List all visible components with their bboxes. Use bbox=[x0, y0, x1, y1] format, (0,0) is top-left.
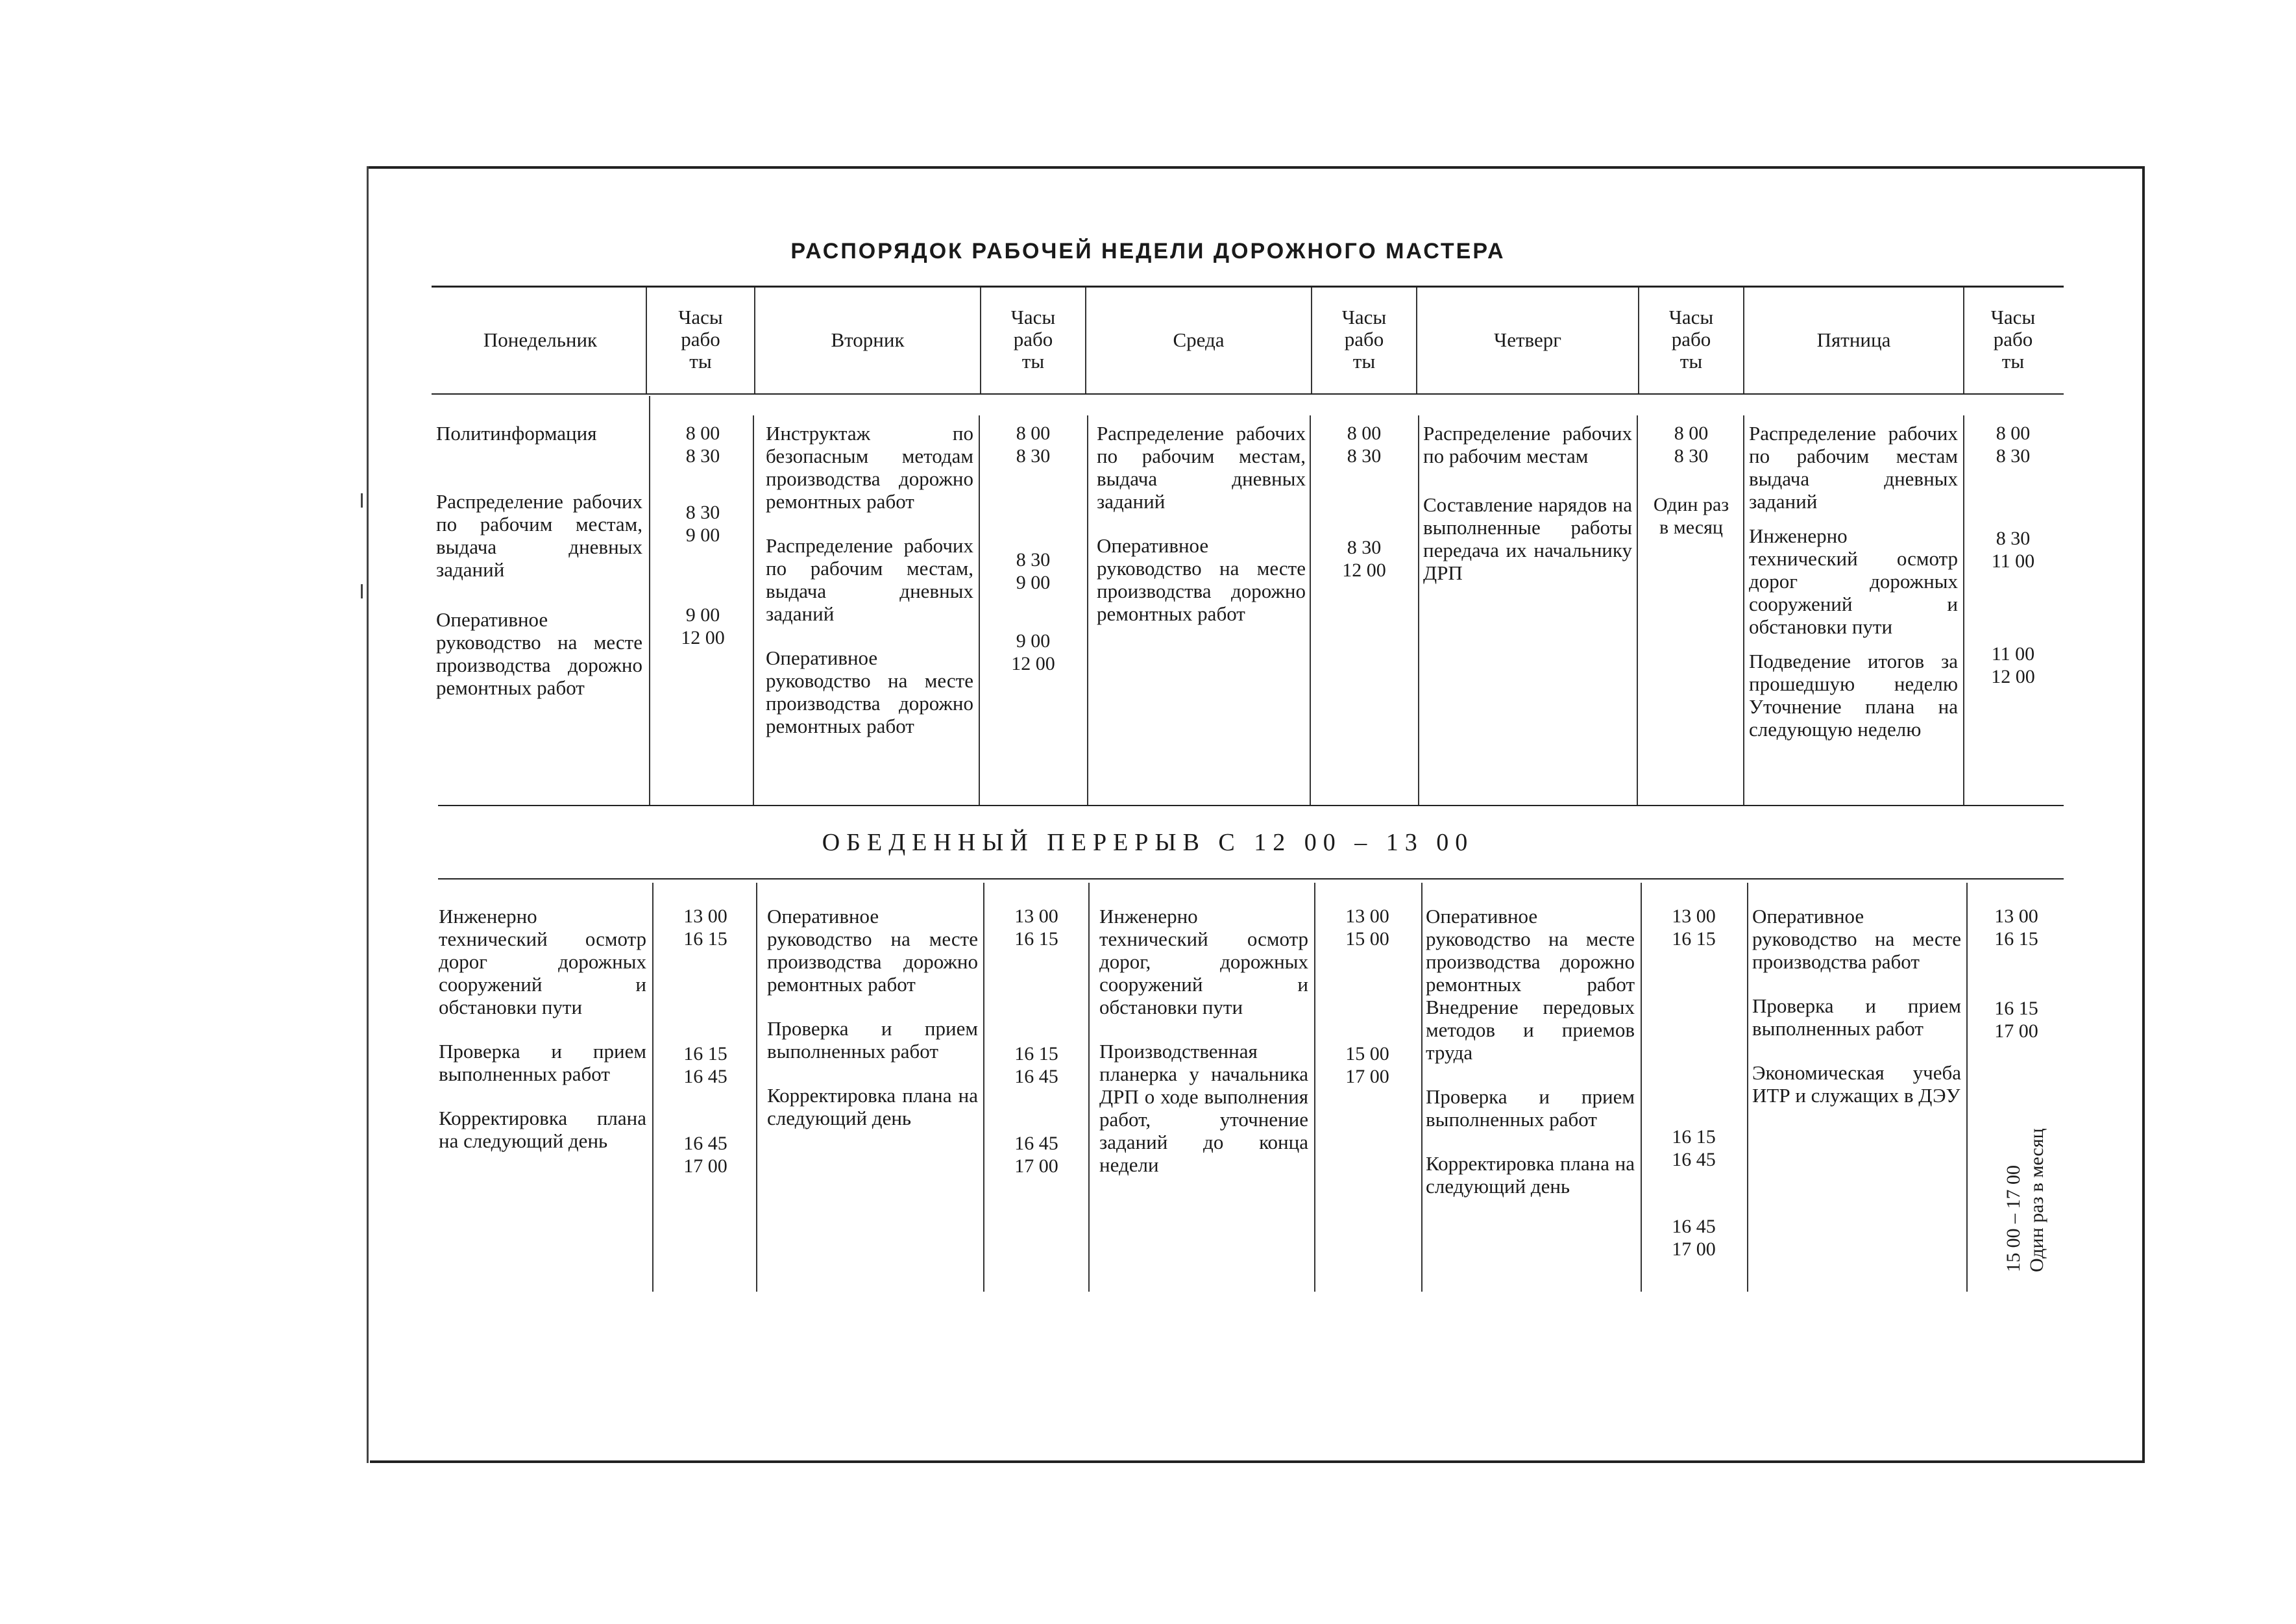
column-divider bbox=[979, 415, 980, 805]
task: Распределение рабочих по рабочим местам, выдача дневных заданий bbox=[1097, 422, 1306, 513]
time-cell: 8 00 8 30 8 30 9 00 9 00 12 00 bbox=[1011, 423, 1055, 674]
task: Политинформация bbox=[436, 422, 597, 445]
task-cell bbox=[1749, 422, 1958, 762]
header-hours: Часы рабо ты bbox=[1668, 306, 1714, 373]
task: Распределение рабочих по рабочим местам, выдача дневных заданий bbox=[436, 490, 642, 581]
column-divider bbox=[1963, 415, 1964, 805]
column-divider bbox=[1314, 883, 1315, 1292]
task: Инженерно технический осмотр дорог дорожных сооружений и обстановки пути bbox=[439, 905, 646, 1018]
task: Оперативное руководство на месте производства работ bbox=[1752, 905, 1961, 973]
task: Экономическая учеба ИТР и служащих в ДЭУ bbox=[1752, 1061, 1961, 1107]
column-divider bbox=[1087, 415, 1088, 805]
task: Производственная планерка у начальника ДРП о ходе выполнения работ, уточнение заданий до конца недели bbox=[1099, 1040, 1308, 1176]
header-hours: Часы рабо ты bbox=[1990, 306, 2036, 373]
task-cell bbox=[1752, 905, 1961, 1128]
task-cell bbox=[1426, 905, 1635, 1219]
header-hours: Часы рабо ты bbox=[1341, 306, 1387, 373]
task: Оперативное руководство на месте производства дорожно ремонтных работ bbox=[1097, 534, 1306, 625]
column-divider bbox=[649, 396, 650, 805]
time-cell: 13 00 16 15 16 15 17 00 bbox=[1994, 905, 2038, 1042]
task: Корректировка плана на следующий день bbox=[1426, 1152, 1635, 1198]
header-day: Вторник bbox=[831, 328, 905, 351]
column-divider bbox=[1310, 415, 1311, 805]
task: Оперативное руководство на месте производства дорожно ремонтных работ bbox=[766, 646, 973, 737]
task-cell bbox=[767, 905, 978, 1151]
task: Проверка и прием выполненных работ bbox=[439, 1040, 646, 1085]
header-bottom-rule bbox=[432, 393, 2064, 395]
lunch-break-banner: ОБЕДЕННЫЙ ПЕРЕРЫВ С 12 00 – 13 00 bbox=[822, 829, 1474, 856]
column-divider bbox=[756, 883, 757, 1292]
task: Распределение рабочих по рабочим местам bbox=[1423, 422, 1632, 467]
column-divider bbox=[1747, 883, 1748, 1292]
header-day: Среда bbox=[1173, 328, 1225, 351]
task: Проверка и прием выполненных работ bbox=[1752, 994, 1961, 1040]
header-day: Четверг bbox=[1494, 328, 1561, 351]
task: Инструктаж по безопасным методам производства дорожно ремонтных работ bbox=[766, 422, 973, 513]
time-cell: 13 00 15 00 15 00 17 00 bbox=[1345, 905, 1389, 1087]
column-divider bbox=[753, 415, 754, 805]
time-cell: 13 00 16 15 16 15 16 45 16 45 17 00 bbox=[683, 905, 727, 1177]
task: Корректировка плана на следующий день bbox=[767, 1084, 978, 1129]
column-divider bbox=[1641, 883, 1642, 1292]
time-cell: 13 00 16 15 16 15 16 45 16 45 17 00 bbox=[1672, 905, 1716, 1260]
task-cell bbox=[1097, 422, 1306, 646]
task: Составление нарядов на выполненные работы передача их начальнику ДРП bbox=[1423, 493, 1632, 584]
time-cell: 8 00 8 30 8 30 9 00 9 00 12 00 bbox=[681, 423, 725, 648]
time-cell: 8 00 8 30 8 30 11 00 11 00 12 00 bbox=[1991, 423, 2035, 687]
task: Инженерно технический осмотр дорог дорожных сооружений и обстановки пути bbox=[1749, 524, 1958, 638]
frame-right-border bbox=[2142, 166, 2145, 1463]
task-cell bbox=[439, 905, 646, 1174]
frame-left-border bbox=[367, 166, 369, 1463]
margin-mark bbox=[361, 493, 363, 508]
page-title: РАСПОРЯДОК РАБОЧЕЙ НЕДЕЛИ ДОРОЖНОГО МАСТЕРА bbox=[790, 239, 1506, 264]
frame-top-border bbox=[367, 166, 2145, 169]
header-hours: Часы рабо ты bbox=[678, 306, 723, 373]
task-cell bbox=[1099, 905, 1308, 1198]
table-top-rule bbox=[432, 286, 2064, 288]
column-divider bbox=[1088, 883, 1090, 1292]
time-cell: 13 00 16 15 16 15 16 45 16 45 17 00 bbox=[1014, 905, 1058, 1177]
task: Оперативное руководство на месте производства дорожно ремонтных работ Внедрение передовых методов и приемов труда bbox=[1426, 905, 1635, 1064]
task: Проверка и прием выполненных работ bbox=[767, 1017, 978, 1063]
column-divider bbox=[1966, 883, 1968, 1292]
task: Распределение рабочих по рабочим местам, выдача дневных заданий bbox=[766, 534, 973, 625]
column-divider bbox=[1637, 415, 1638, 805]
task: Оперативное руководство на месте производства дорожно ремонтных работ bbox=[436, 608, 642, 699]
frame-bottom-border bbox=[370, 1460, 2145, 1463]
task: Проверка и прием выполненных работ bbox=[1426, 1085, 1635, 1131]
time-cell: 8 00 8 30 Один раз в месяц bbox=[1653, 423, 1729, 538]
task: Инженерно технический осмотр дорог, дорожных сооружений и обстановки пути bbox=[1099, 905, 1308, 1018]
column-divider bbox=[652, 883, 653, 1292]
task: Подведение итогов за прошедшую неделю Уточнение плана на следующую неделю bbox=[1749, 650, 1958, 741]
header-day: Пятница bbox=[1816, 328, 1891, 351]
header-day: Понедельник bbox=[483, 328, 598, 351]
column-divider bbox=[1743, 415, 1744, 805]
vertical-schedule-note: 15 00 – 17 00 Один раз в месяц bbox=[2003, 1128, 2047, 1272]
margin-mark bbox=[361, 584, 363, 598]
column-divider bbox=[1418, 415, 1419, 805]
task-cell bbox=[766, 422, 973, 759]
time-cell: 8 00 8 30 8 30 12 00 bbox=[1342, 423, 1386, 581]
task: Оперативное руководство на месте производства дорожно ремонтных работ bbox=[767, 905, 978, 996]
morning-bottom-rule bbox=[438, 805, 2064, 806]
column-divider bbox=[983, 883, 984, 1292]
task-cell bbox=[436, 422, 642, 720]
column-divider bbox=[1421, 883, 1423, 1292]
task: Корректировка плана на следующий день bbox=[439, 1107, 646, 1152]
afternoon-top-rule bbox=[438, 878, 2064, 880]
task-cell bbox=[1423, 422, 1632, 606]
task: Распределение рабочих по рабочим местам выдача дневных заданий bbox=[1749, 422, 1958, 513]
header-hours: Часы рабо ты bbox=[1010, 306, 1056, 373]
